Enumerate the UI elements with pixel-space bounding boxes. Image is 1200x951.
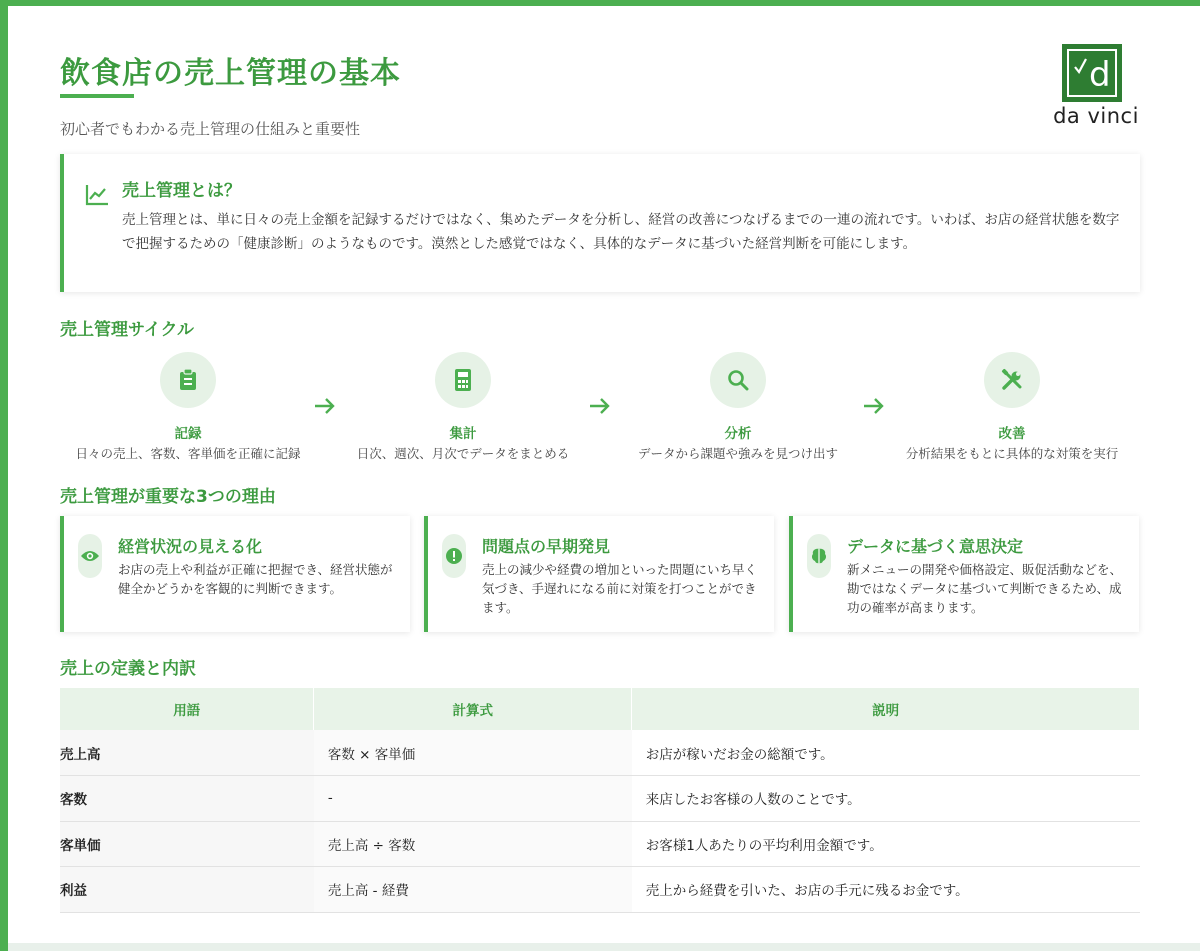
page-title: 飲食店の売上管理の基本	[60, 56, 401, 91]
column-header-formula: 計算式	[314, 688, 632, 730]
reason-card-early-detection	[424, 516, 774, 632]
reason-body: 売上の減少や経費の増加といった問題にいち早く気づき、手遅れになる前に対策を打つことができます。	[482, 562, 758, 615]
logo-letter: d	[1089, 55, 1111, 95]
term-cell: 売上高	[60, 730, 314, 776]
term-cell: 利益	[60, 867, 314, 913]
top-accent-bar	[0, 0, 1200, 6]
reasons-section-title: 売上管理が重要な3つの理由	[60, 487, 276, 507]
description-cell: 売上から経費を引いた、お店の手元に残るお金です。	[632, 867, 1140, 913]
left-accent-bar	[0, 0, 8, 951]
reason-heading: データに基づく意思決定	[847, 537, 1024, 556]
logo-mark	[1062, 44, 1122, 102]
cycle-step-name: 分析	[724, 426, 752, 442]
brand-logo	[1048, 44, 1144, 130]
exclamation-icon	[445, 547, 463, 565]
cycle-icon-circle	[435, 352, 491, 408]
cycle-step-record	[58, 352, 318, 462]
search-icon	[727, 369, 749, 391]
cycle-step-name: 集計	[449, 426, 477, 442]
column-header-term: 用語	[60, 688, 314, 730]
table-row	[60, 821, 1140, 867]
cycle-icon-circle	[710, 352, 766, 408]
term-cell: 客数	[60, 776, 314, 822]
intro-heading: 売上管理とは？	[122, 181, 241, 201]
cycle-step-name: 改善	[998, 426, 1026, 442]
definitions-section-title: 売上の定義と内訳	[60, 659, 196, 679]
reason-icon-pill	[807, 534, 831, 578]
tools-icon	[1000, 368, 1024, 392]
reason-icon-pill	[78, 534, 102, 578]
table-row	[60, 867, 1140, 913]
cycle-icon-circle	[160, 352, 216, 408]
checkmark-icon	[1073, 57, 1089, 77]
table-row	[60, 730, 1140, 776]
cycle-step-desc: データから課題や強みを見つけ出す	[637, 446, 838, 461]
cycle-step-desc: 分析結果をもとに具体的な対策を実行	[905, 446, 1119, 461]
intro-card	[60, 154, 1140, 292]
table-header-row	[60, 688, 1140, 730]
cycle-step-improve	[882, 352, 1142, 462]
formula-cell: 売上高 ÷ 客数	[314, 821, 632, 867]
formula-cell: -	[314, 776, 632, 822]
cycle-step-desc: 日次、週次、月次でデータをまとめる	[356, 446, 570, 461]
cycle-step-name: 記録	[174, 426, 202, 442]
bottom-band	[8, 943, 1200, 951]
intro-body: 売上管理とは、単に日々の売上金額を記録するだけではなく、集めたデータを分析し、経営の改善につなげるまでの一連の流れです。いわば、お店の経営状態を数字で把握するための「健康診断」のようなものです。漠然とした感覚ではなく、具体的なデータに基づいた経営判断を可能にします。	[122, 212, 1120, 252]
cycle-icon-circle	[984, 352, 1040, 408]
term-cell: 客単価	[60, 821, 314, 867]
definitions-table	[60, 688, 1140, 913]
title-underline	[60, 94, 134, 98]
column-header-description: 説明	[632, 688, 1140, 730]
reason-body: お店の売上や利益が正確に把握でき、経営状態が健全かどうかを客観的に判断できます。	[118, 562, 393, 596]
table-row	[60, 776, 1140, 822]
cycle-step-analyze	[608, 352, 868, 462]
formula-cell: 売上高 - 経費	[314, 867, 632, 913]
calculator-icon	[453, 368, 473, 392]
line-chart-icon	[84, 182, 110, 208]
cycle-step-desc: 日々の売上、客数、客単価を正確に記録	[75, 446, 301, 461]
reason-icon-pill	[442, 534, 466, 578]
reason-card-decision	[789, 516, 1139, 632]
cycle-step-aggregate	[333, 352, 593, 462]
description-cell: お客様1人あたりの平均利用金額です。	[632, 821, 1140, 867]
logo-wordmark: da vinci	[1053, 104, 1139, 128]
reason-heading: 問題点の早期発見	[482, 537, 611, 556]
brain-icon	[810, 547, 828, 565]
clipboard-icon	[177, 368, 199, 392]
description-cell: 来店したお客様の人数のことです。	[632, 776, 1140, 822]
reason-heading: 経営状況の見える化	[118, 537, 263, 556]
logo-frame	[1067, 49, 1117, 97]
description-cell: お店が稼いだお金の総額です。	[632, 730, 1140, 776]
cycle-section-title: 売上管理サイクル	[60, 320, 194, 340]
eye-icon	[80, 549, 100, 563]
reason-body: 新メニューの開発や価格設定、販促活動などを、勘ではなくデータに基づいて判断できるため、成功の確率が高まります。	[847, 562, 1123, 615]
page-subtitle: 初心者でもわかる売上管理の仕組みと重要性	[60, 120, 361, 138]
formula-cell: 客数 × 客単価	[314, 730, 632, 776]
reason-card-visibility	[60, 516, 410, 632]
